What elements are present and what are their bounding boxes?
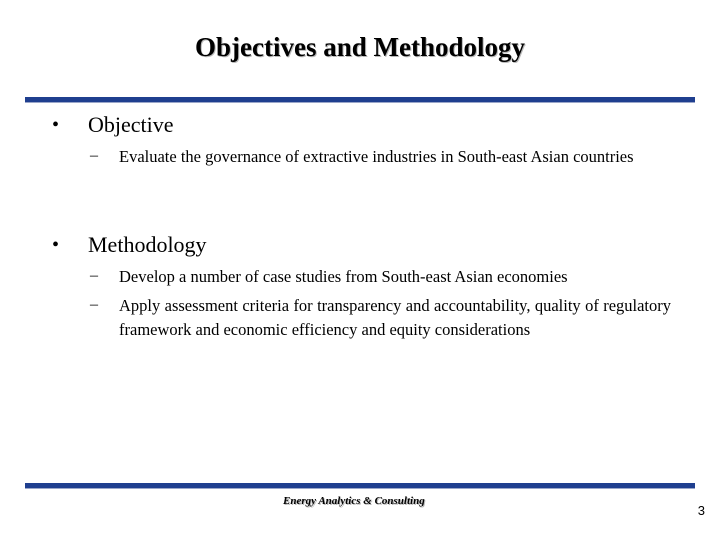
slide-title: Objectives and Methodology [195,32,525,62]
bullet-methodology: • [52,234,60,256]
top-divider [25,97,695,103]
objective-item-1: Evaluate the governance of extractive industries in South-east Asian countries [119,147,634,166]
footer-company: Energy Analytics & Consulting [283,495,425,507]
bottom-divider [25,483,695,489]
methodology-item-1: Develop a number of case studies from South-east Asian economies [119,267,568,286]
dash-objective-1: – [90,147,98,164]
dash-methodology-1: – [90,267,98,284]
page-number: 3 [697,503,705,518]
dash-methodology-2: – [90,296,98,313]
bullet-objective: • [52,114,60,136]
heading-methodology: Methodology [88,232,207,257]
methodology-item-2: Apply assessment criteria for transparency and accountability, quality of regulatory framework and economic efficiency and equity considerations [119,296,671,339]
heading-objective: Objective [88,112,174,137]
